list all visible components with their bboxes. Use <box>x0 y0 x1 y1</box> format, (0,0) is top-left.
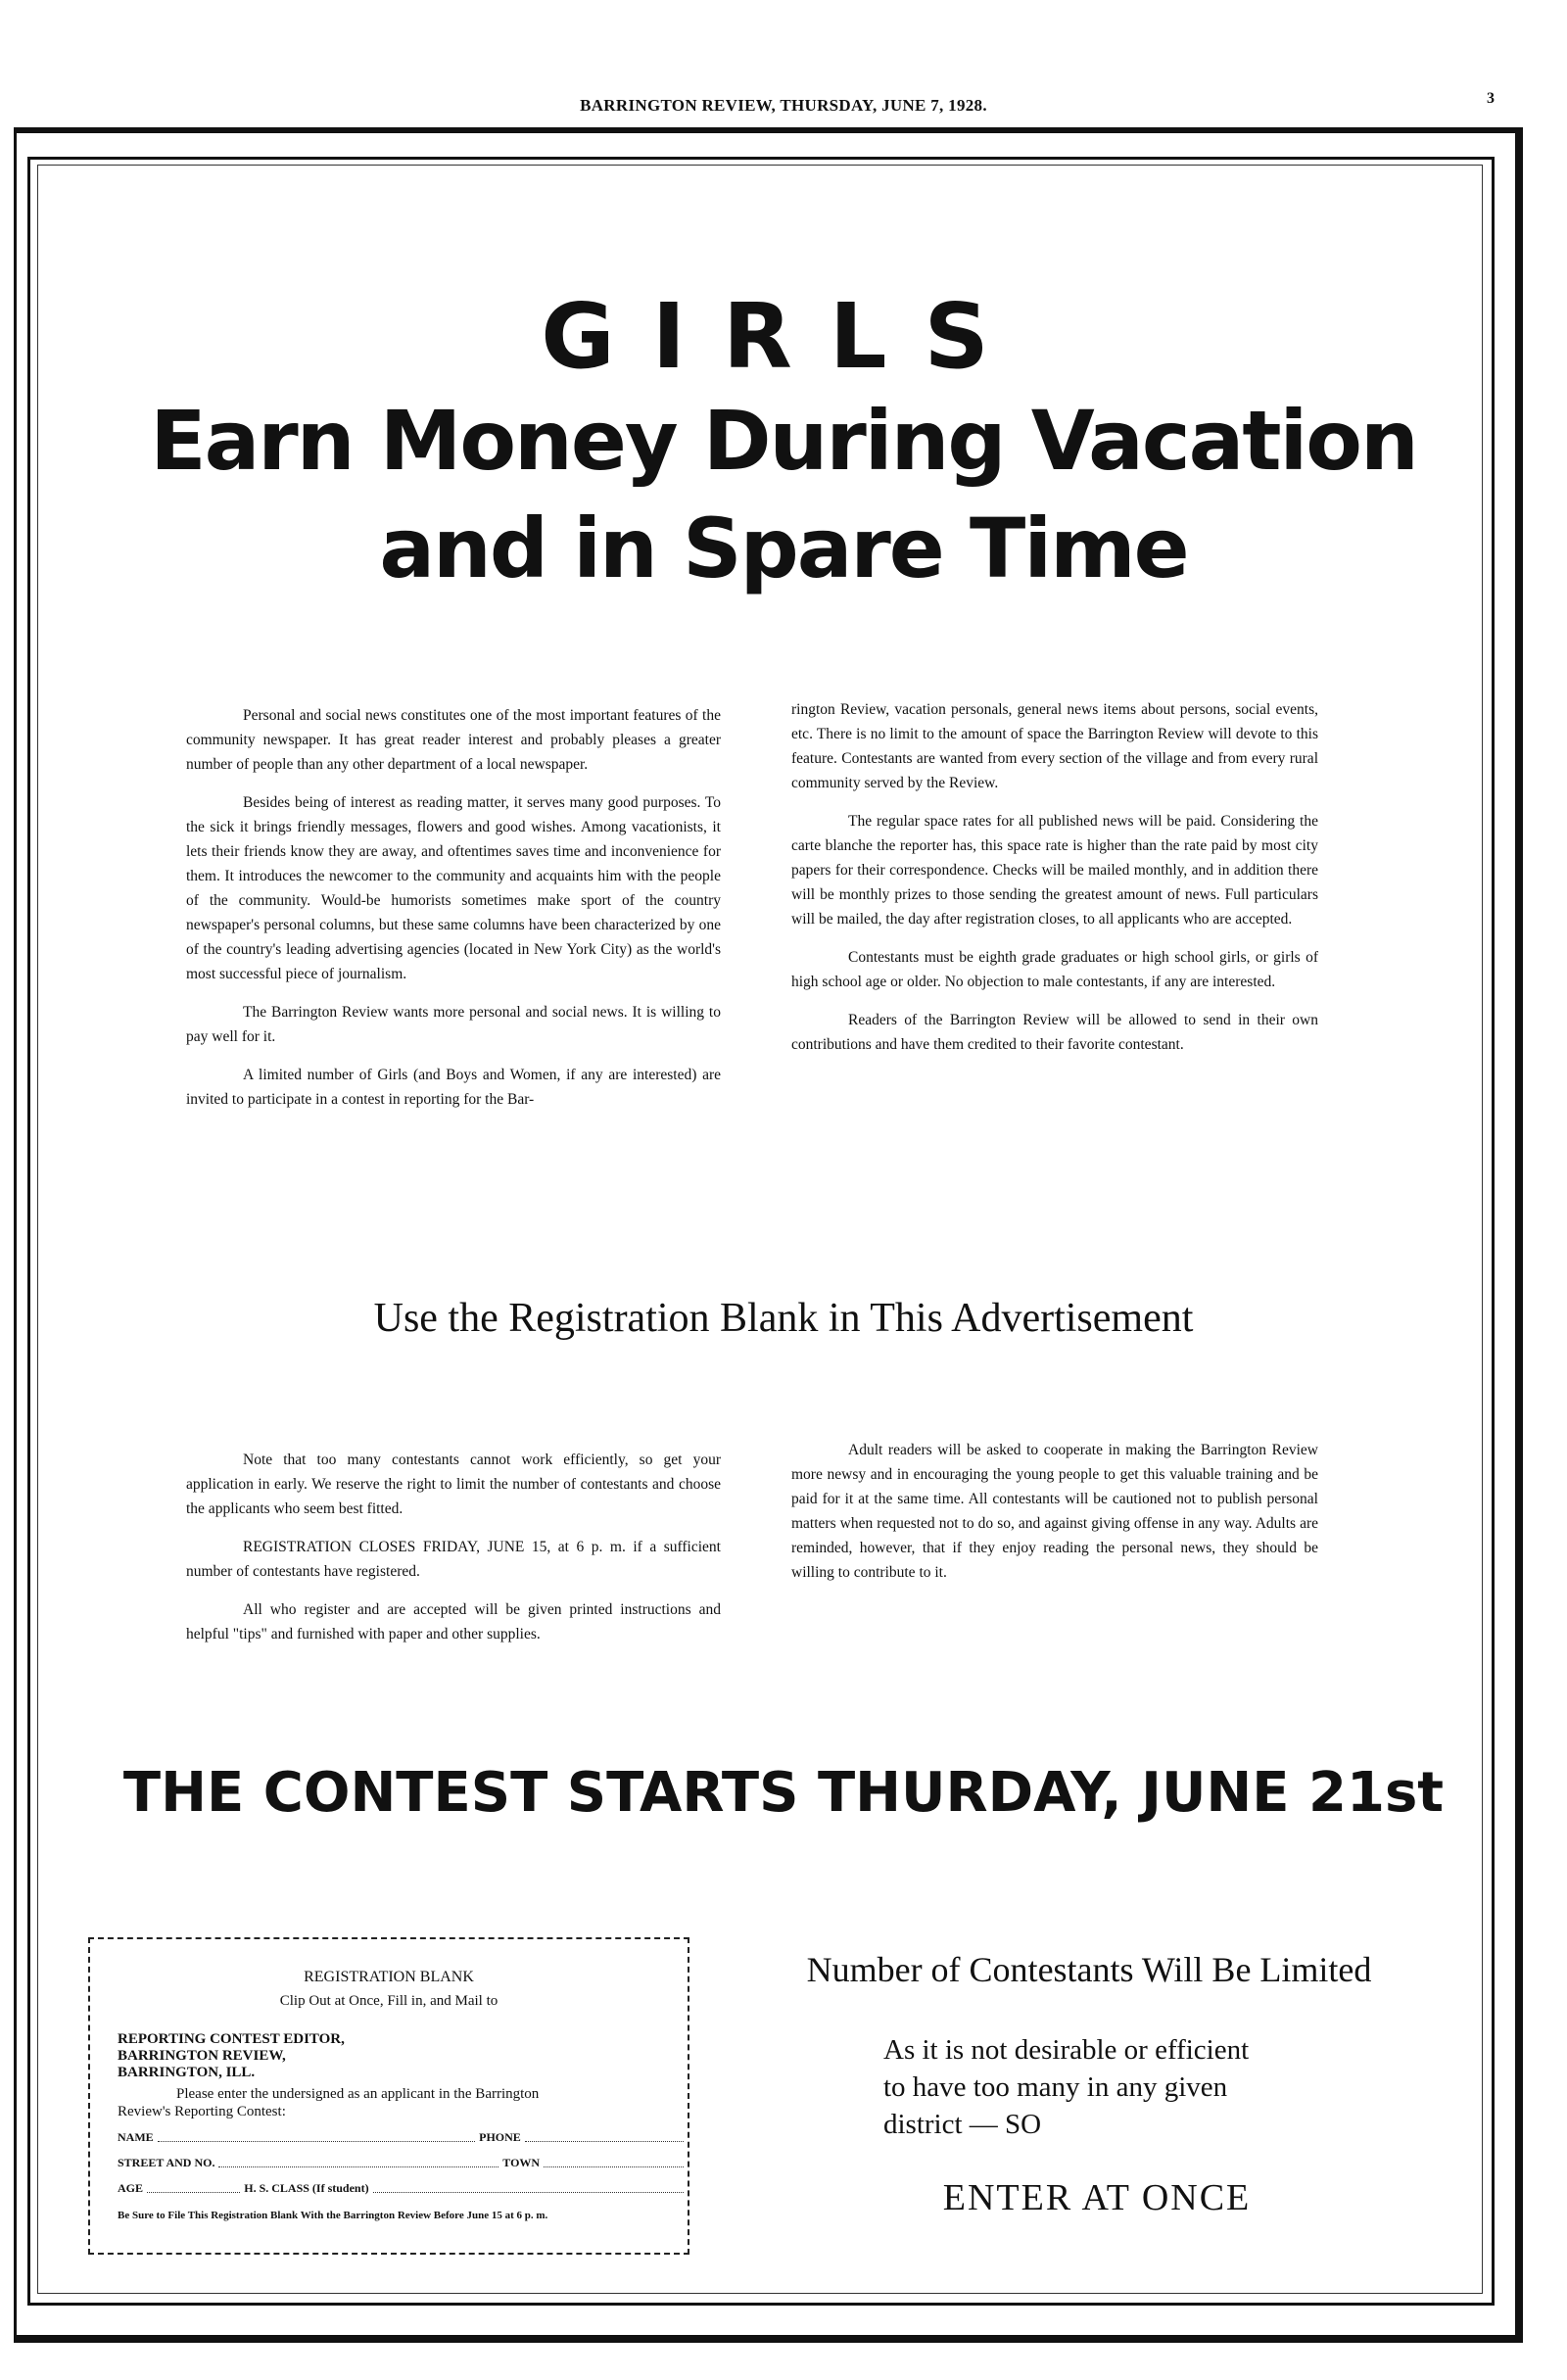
name-field[interactable] <box>158 2128 475 2142</box>
paragraph: rington Review, vacation personals, general news items about persons, social events, etc. There is no limit to the amount of space the Barrington Review will devote to this feature. Contestants are wanted from every section of the village and from every rural community served by the Review. <box>791 701 1318 791</box>
street-field[interactable] <box>218 2154 499 2167</box>
street-town-row <box>118 2154 688 2171</box>
name-label: NAME <box>118 2130 154 2144</box>
paragraph: The Barrington Review wants more personal and social news. It is willing to pay well for it. <box>186 1004 721 1045</box>
street-label: STREET AND NO. <box>118 2156 215 2169</box>
class-label: H. S. CLASS (If student) <box>244 2181 369 2195</box>
paragraph: Contestants must be eighth grade graduates or high school girls, or girls of high school age or older. No objection to male contestants, if any are interested. <box>791 949 1318 990</box>
paragraph: Besides being of interest as reading matter, it serves many good purposes. To the sick it brings friendly messages, flowers and good wishes. Among vacationists, it lets their friends know they are away, and oftentimes saves time and inconvenience for them. It introduces the newcomer to the community and acquaints him with the people of the community. Would-be humorists sometimes make sport of the country newspaper's personal columns, but these same columns have been characterized by one of the country's leading advertising agencies (located in New York City) as the world's most successful piece of journalism. <box>186 794 721 982</box>
town-field[interactable] <box>544 2154 684 2167</box>
ad-girls-heading: GIRLS <box>541 284 1026 389</box>
enter-at-once: ENTER AT ONCE <box>942 2177 1252 2218</box>
registration-blank <box>88 1937 689 2255</box>
age-field[interactable] <box>147 2179 240 2193</box>
name-phone-row <box>118 2128 688 2146</box>
page-number: 3 <box>1487 90 1495 107</box>
paragraph: Adult readers will be asked to cooperate in making the Barrington Review more newsy and in encouraging the young people to get this valuable training and be paid for it at the same time. All contestants will be cautioned not to publish personal matters when requested not to do so, and against giving offense in any way. Adults are reminded, however, that if they enjoy reading the personal news, they should be willing to contribute to it. <box>791 1442 1318 1581</box>
body-column-4 <box>791 1438 1318 1598</box>
blank-instruction: Clip Out at Once, Fill in, and Mail to <box>279 1993 499 2009</box>
paragraph: Note that too many contestants cannot work efficiently, so get your application in early. We reserve the right to limit the number of contestants and choose the applicants who seem best fitted. <box>186 1452 721 1517</box>
please-line-2: Review's Reporting Contest: <box>118 2104 286 2119</box>
text-line: As it is not desirable or efficient <box>883 2034 1250 2066</box>
body-column-1 <box>186 703 721 1125</box>
body-column-2 <box>791 697 1318 1071</box>
ad-headline-line1: Earn Money During Vacation <box>150 393 1417 489</box>
address-line: BARRINGTON, ILL. <box>118 2065 256 2080</box>
age-class-row <box>118 2179 688 2197</box>
blank-address <box>118 2031 688 2081</box>
registration-subhead: Use the Registration Blank in This Advertisement <box>373 1296 1194 1341</box>
address-line: REPORTING CONTEST EDITOR, <box>118 2031 345 2047</box>
text-line: to have too many in any given <box>883 2071 1228 2103</box>
contest-start-banner: THE CONTEST STARTS THURDAY, JUNE 21st <box>122 1761 1445 1825</box>
phone-field[interactable] <box>525 2128 684 2142</box>
paragraph: Personal and social news constitutes one of the most important features of the community newspaper. It has great reader interest and probably pleases a greater number of people than any other department of a local newspaper. <box>186 707 721 773</box>
not-desirable-text <box>883 2031 1314 2143</box>
blank-footer: Be Sure to File This Registration Blank With the Barrington Review Before June 15 at 6 p. m. <box>118 2210 548 2221</box>
body-column-3 <box>186 1448 721 1660</box>
address-line: BARRINGTON REVIEW, <box>118 2048 286 2064</box>
blank-title: REGISTRATION BLANK <box>304 1969 474 1985</box>
paragraph: Readers of the Barrington Review will be allowed to send in their own contributions and have them credited to their favorite contestant. <box>791 1012 1318 1053</box>
age-label: AGE <box>118 2181 144 2195</box>
ad-headline-line2: and in Spare Time <box>379 500 1188 596</box>
limited-contestants-heading: Number of Contestants Will Be Limited <box>806 1950 1372 1989</box>
paragraph: The regular space rates for all published news will be paid. Considering the carte blanche the reporter has, this space rate is higher than the rate paid by most city papers for their correspondence. Checks will be mailed monthly, and in addition there will be monthly prizes to those sending the greatest amount of news. Full particulars will be mailed, the day after registration closes, to all applicants who are accepted. <box>791 813 1318 928</box>
phone-label: PHONE <box>479 2130 521 2144</box>
paragraph: A limited number of Girls (and Boys and Women, if any are interested) are invited to participate in a contest in reporting for the Bar- <box>186 1067 721 1108</box>
newspaper-dateline: BARRINGTON REVIEW, THURSDAY, JUNE 7, 1928. <box>580 96 987 115</box>
paragraph: REGISTRATION CLOSES FRIDAY, JUNE 15, at 6 p. m. if a sufficient number of contestants have registered. <box>186 1539 721 1580</box>
town-label: TOWN <box>502 2156 541 2169</box>
blank-please-text <box>118 2085 688 2120</box>
text-line: district — SO <box>883 2109 1042 2140</box>
class-field[interactable] <box>373 2179 684 2193</box>
paragraph: All who register and are accepted will be given printed instructions and helpful "tips" and furnished with paper and other supplies. <box>186 1601 721 1642</box>
please-line: Please enter the undersigned as an applicant in the Barrington <box>176 2086 540 2102</box>
